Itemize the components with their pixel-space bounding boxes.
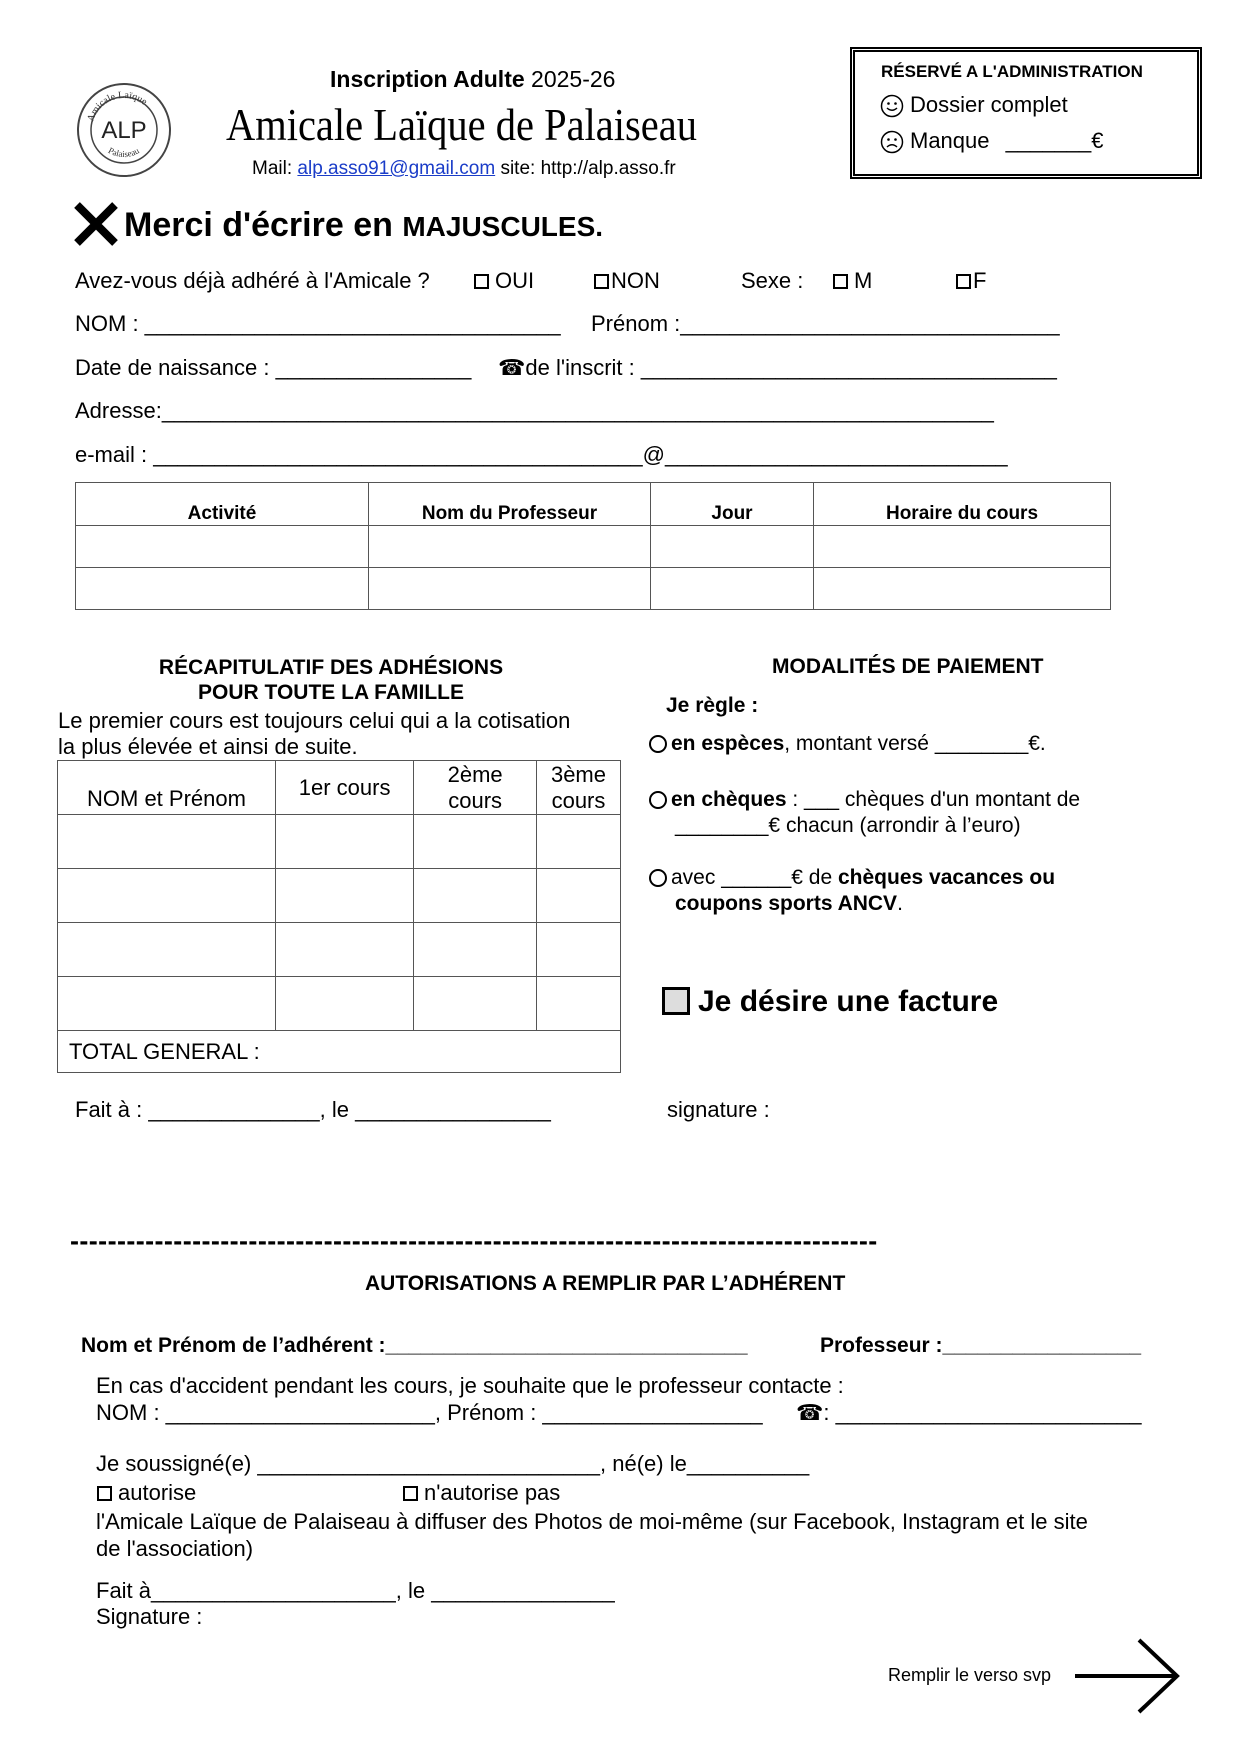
recap-cell[interactable] [275,869,413,923]
cash-radio[interactable] [649,735,667,753]
alp-logo [76,82,172,178]
vacances-end: . [897,892,903,915]
schedule-cell[interactable] [814,526,1111,568]
phone-label: de l'inscrit : __________________________________ [525,355,1057,380]
org-name: Amicale Laïque de Palaiseau [226,99,697,150]
phone-icon: ☎ [796,1400,824,1425]
place-date-field[interactable]: Fait à : ______________, le ________________ [75,1097,551,1122]
authorize-label: autorise [118,1480,197,1505]
recap-name-cell[interactable] [58,815,276,869]
not-authorize-label: n'autorise pas [424,1480,561,1505]
recap-total[interactable]: TOTAL GENERAL : [58,1031,621,1073]
invoice-option[interactable] [662,985,998,1019]
recap-course1-header: 1er cours [275,761,413,815]
invoice-label: Je désire une facture [698,985,999,1018]
no-label: NON [611,268,660,293]
table-row [76,526,1111,568]
cheque-rest: : ___ chèques d'un montant de [786,788,1081,811]
logo-ring-bottom: Palaiseau [106,145,141,160]
professor-header: Nom du Professeur [369,483,651,526]
recap-course3-header: 3ème cours [536,761,620,815]
recap-cell[interactable] [536,977,620,1031]
activity-cell[interactable] [76,568,369,610]
table-row [58,869,621,923]
activity-cell[interactable] [76,526,369,568]
frown-icon [880,130,904,154]
recap-cell[interactable] [536,815,620,869]
verso-note: Remplir le verso svp [888,1665,1052,1685]
payment-intro: Je règle : [666,694,759,717]
professor-cell[interactable] [369,568,651,610]
recap-cell[interactable] [275,977,413,1031]
authorize-option[interactable] [97,1480,196,1506]
recap-note-line2: la plus élevée et ainsi de suite. [58,734,358,759]
recap-name-cell[interactable] [58,977,276,1031]
auth-signature-field[interactable]: Signature : [96,1604,203,1629]
form-title [330,66,615,93]
cheque-label: en chèques [671,788,787,811]
yes-option[interactable] [474,268,534,294]
table-row [58,977,621,1031]
day-cell[interactable] [651,526,814,568]
pay-vacances[interactable] [649,865,1055,917]
contact-nom-field[interactable]: NOM : ______________________, Prénom : __________________ [96,1400,763,1425]
email-field[interactable]: e-mail : ________________________________________@____________________________ [75,442,1008,467]
vacances-radio[interactable] [649,869,667,887]
day-cell[interactable] [651,568,814,610]
phone-icon: ☎ [498,355,526,380]
pay-cheque[interactable] [649,787,1080,839]
day-header: Jour [651,483,814,526]
photo-line2: de l'association) [96,1536,254,1561]
recap-cell[interactable] [275,815,413,869]
schedule-header: Horaire du cours [814,483,1111,526]
admin-missing-label: Manque [910,128,990,153]
recap-name-header: NOM et Prénom [58,761,276,815]
logo-center-text: ALP [101,117,147,144]
photo-consent-text [96,1508,1088,1562]
birth-field[interactable]: Date de naissance : ________________ [75,355,472,380]
admin-missing-blank[interactable]: _______€ [1005,128,1104,153]
not-authorize-checkbox[interactable] [403,1486,418,1501]
admin-box-title: RÉSERVÉ A L'ADMINISTRATION [881,62,1143,81]
table-row [58,815,621,869]
recap-cell[interactable] [275,923,413,977]
cheque-line2: ________€ chacun (arrondir à l’euro) [675,814,1021,837]
recap-cell[interactable] [414,923,537,977]
payment-title: MODALITÉS DE PAIEMENT [772,655,1044,678]
admin-complete [880,92,1068,118]
female-option[interactable] [956,268,986,294]
table-row [58,923,621,977]
recap-name-cell[interactable] [58,923,276,977]
no-option[interactable] [594,268,660,294]
admin-box [850,47,1202,179]
recap-note-line1: Le premier cours est toujours celui qui a la cotisation [58,708,571,733]
table-row [76,568,1111,610]
membership-question: Avez-vous déjà adhéré à l'Amicale ? [75,268,430,293]
professor-field[interactable]: Professeur :_________________ [820,1334,1142,1357]
recap-table [57,760,621,1073]
arrow-right-icon [1073,1638,1181,1714]
recap-cell[interactable] [536,923,620,977]
recap-cell[interactable] [414,977,537,1031]
authorize-checkbox[interactable] [97,1486,112,1501]
recap-cell[interactable] [414,869,537,923]
contact-phone-blank: : _________________________ [823,1400,1142,1425]
recap-cell[interactable] [414,815,537,869]
mail-link[interactable]: alp.asso91@gmail.com [297,158,496,179]
admin-missing [880,128,1104,154]
form-year: 2025-26 [531,66,616,92]
male-checkbox[interactable] [833,274,848,289]
recap-cell[interactable] [536,869,620,923]
recap-title [58,655,604,705]
recap-title-line2: POUR TOUTE LA FAMILLE [198,681,464,704]
member-name-field[interactable]: Nom et Prénom de l’adhérent :_______________________________ [81,1334,748,1357]
vacances-bold2: coupons sports ANCV [675,892,898,915]
site-text: site: http://alp.asso.fr [500,158,676,179]
recap-course2-header: 2ème cours [414,761,537,815]
fait-a-field[interactable]: Fait à____________________, le _______________ [96,1578,615,1603]
vacances-pre: avec ______€ de [671,866,833,889]
photo-line1: l'Amicale Laïque de Palaiseau à diffuser des Photos de moi-même (sur Facebook, Instagram et le site [96,1509,1088,1534]
vacances-bold1: chèques vacances ou [837,866,1056,889]
prenom-field[interactable]: Prénom :_______________________________ [591,311,1060,336]
sex-label: Sexe : [741,268,804,293]
nom-field[interactable]: NOM : __________________________________ [75,311,561,336]
instruction-emphasis: MAJUSCULES. [402,211,604,242]
cash-label: en espèces [671,732,785,755]
instruction [124,206,603,245]
activity-header: Activité [76,483,369,526]
schedule-cell[interactable] [814,568,1111,610]
recap-name-cell[interactable] [58,869,276,923]
female-checkbox[interactable] [956,274,971,289]
yes-checkbox[interactable] [474,274,489,289]
male-option[interactable] [833,268,872,294]
authorizations-title: AUTORISATIONS A REMPLIR PAR L’ADHÉRENT [365,1272,846,1295]
recap-title-line1: RÉCAPITULATIF DES ADHÉSIONS [158,656,504,679]
activity-table [75,482,1111,610]
instruction-prefix: Merci d'écrire en [124,206,393,244]
no-checkbox[interactable] [594,274,609,289]
undersigned-field[interactable]: Je soussigné(e) ____________________________, né(e) le__________ [96,1451,810,1476]
female-label: F [973,268,987,293]
cheque-radio[interactable] [649,791,667,809]
cash-rest: , montant versé ________€. [784,732,1046,755]
mail-label: Mail: [252,158,293,179]
contact-phone-field[interactable] [796,1400,1142,1426]
pay-cash[interactable] [649,732,1046,756]
not-authorize-option[interactable] [403,1480,560,1506]
phone-field[interactable] [498,355,1057,381]
yes-label: OUI [495,268,535,293]
cut-line: -------------------------------------------------------------------------------------- [70,1226,878,1256]
recap-note [58,708,570,760]
cross-icon [72,200,120,248]
address-field[interactable]: Adresse:____________________________________________________________________ [75,398,994,423]
contact-line [252,158,676,180]
accident-text: En cas d'accident pendant les cours, je souhaite que le professeur contacte : [96,1373,844,1398]
form-title-bold: Inscription Adulte [330,66,525,92]
logo-ring-top: Amicale Laïque [85,89,150,124]
smile-icon [880,94,904,118]
professor-cell[interactable] [369,526,651,568]
signature-field[interactable]: signature : [667,1097,770,1122]
invoice-checkbox[interactable] [662,987,690,1015]
admin-complete-label: Dossier complet [910,92,1068,117]
male-label: M [854,268,873,293]
